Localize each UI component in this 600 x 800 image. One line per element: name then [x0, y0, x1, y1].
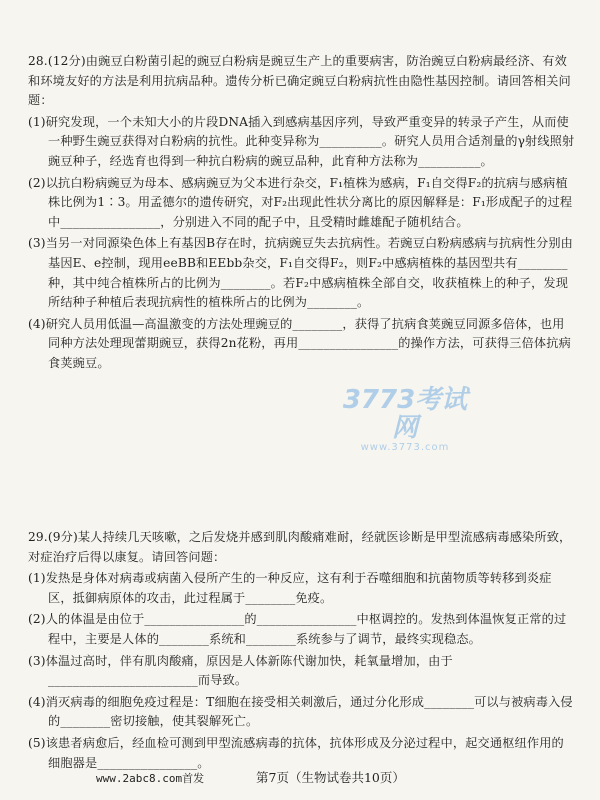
question-29 — [28, 528, 576, 773]
question-28-item-3: (3)当另一对同源染色体上有基因B存在时，抗病豌豆失去抗病性。若豌豆白粉病感病与抗病性分别由基因E、e控制，现用eeBB和EEbb杂交，F₁自交得F₂，则F₂中感病植株的基因型共有________种，其中纯合植株所占的比例为________。若F₂中感病植株全部自交，收获植株上的种子，发现所结种子种植后表现抗病性的植株所占的比例为________。 — [28, 236, 573, 310]
question-28-item-1: (1)研究发现，一个未知大小的片段DNA插入到感病基因序列，导致严重变异的转录子产生，从而使一种野生豌豆获得对白粉病的抗性。此种变异称为__________。研究人员用合适剂量的γ射线照射豌豆种子，经选育也得到一种抗白粉病的豌豆品种，此育种方法称为__________。 — [28, 114, 575, 168]
question-28-item-2: (2)以抗白粉病豌豆为母本、感病豌豆为父本进行杂交，F₁植株为感病，F₁自交得F₂的抗病与感病植株比例为1∶3。用孟德尔的遗传研究，对F₂出现此性状分离比的原因解释是：F₁形成配子的过程中________________，分别进入不同的配子中，且受精时雌雄配子随机结合。 — [28, 175, 573, 229]
question-29-item-5: (5)该患者病愈后，经血检可测到甲型流感病毒的抗体，抗体形成及分泌过程中，起交通枢纽作用的细胞器是________________。 — [28, 735, 564, 770]
question-29-item-2: (2)人的体温是由位于________________的________________中枢调控的。发热到体温恢复正常的过程中，主要是人体的________系统和________系统参与了调节，最终实现稳态。 — [28, 612, 567, 646]
question-29-item-3: (3)体温过高时，伴有肌肉酸痛，原因是人体新陈代谢加快，耗氧量增加，由于________________________而导致。 — [28, 653, 453, 688]
question-28-item-4: (4)研究人员用低温—高温激变的方法处理豌豆的________，获得了抗病食荚豌豆同源多倍体，也用同种方法处理现蕾期豌豆，获得2n花粉，再用________________的操作方法，可获得三倍体抗病食荚豌豆。 — [28, 316, 571, 370]
watermark — [340, 386, 470, 454]
question-29-stem: 29.(9分)某人持续几天咳嗽，之后发烧并感到肌肉酸痛难耐，经就医诊断是甲型流感病毒感染所致，对症治疗后得以康复。请回答问题： — [28, 530, 572, 564]
watermark-url: www.3773.com — [360, 442, 450, 453]
footer-site: www.2abc8.com首发 — [96, 772, 205, 785]
question-29-item-1: (1)发热是身体对病毒或病菌入侵所产生的一种反应，这有利于吞噬细胞和抗菌物质等转移到炎症区，抵御病原体的攻击，此过程属于________免疫。 — [28, 571, 552, 605]
question-28 — [28, 52, 576, 374]
watermark-logo: 3773考试网 — [342, 385, 468, 443]
question-29-item-4: (4)消灭病毒的细胞免疫过程是：T细胞在接受相关刺激后，通过分化形成________可以与被病毒入侵的________密切接触，使其裂解死亡。 — [28, 694, 573, 729]
page-number: 第7页（生物试卷共10页） — [256, 770, 405, 785]
question-28-stem: 28.(12分)由豌豆白粉菌引起的豌豆白粉病是豌豆生产上的重要病害，防治豌豆白粉病最经济、有效和环境友好的方法是利用抗病品种。遗传分析已确定豌豆白粉病抗性由隐性基因控制。请回答相关问题： — [28, 54, 571, 108]
